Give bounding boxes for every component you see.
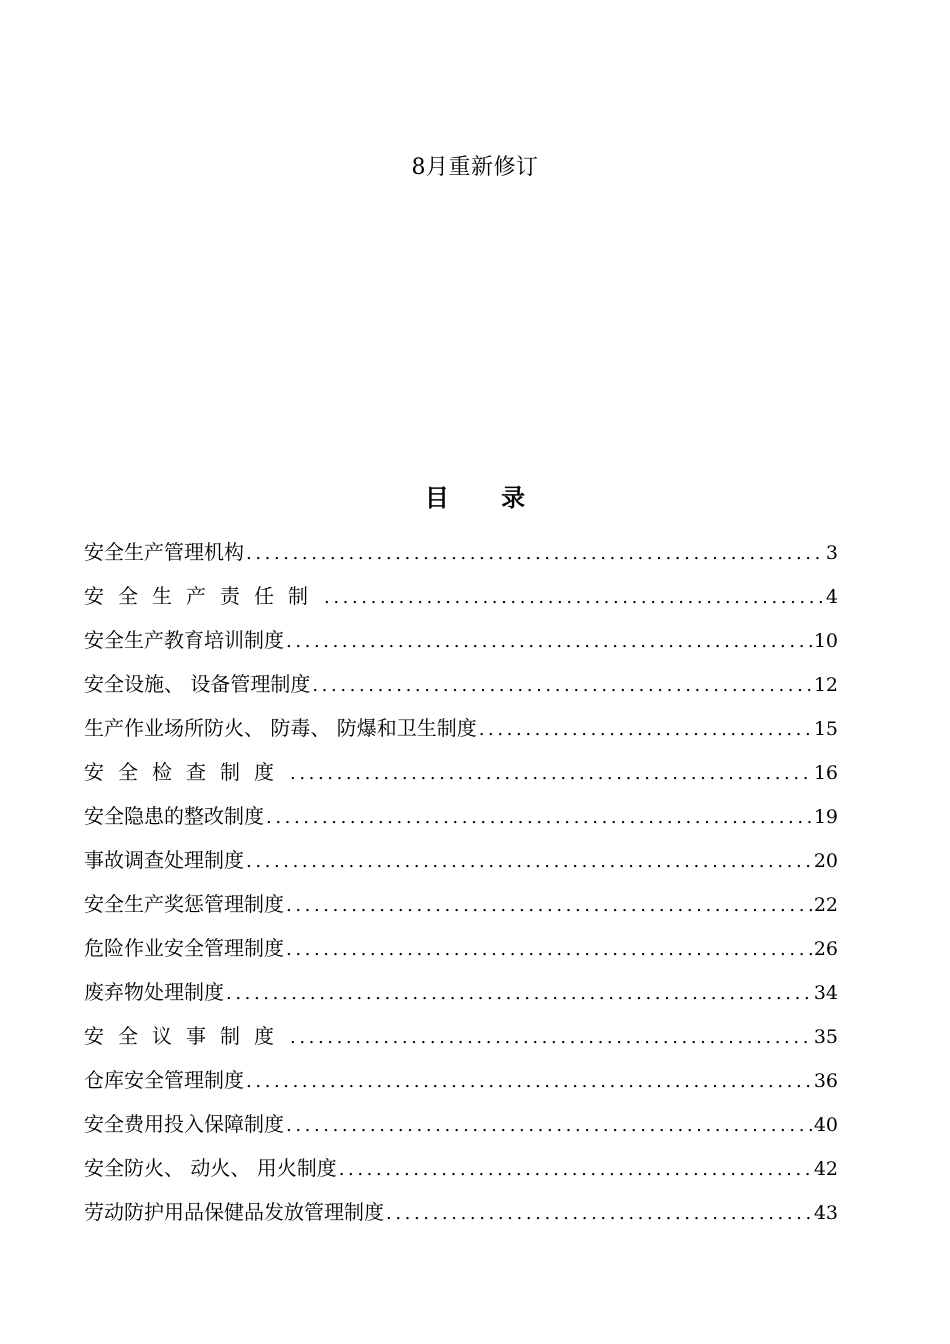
toc-entry-page: 42 <box>813 1158 838 1180</box>
toc-entry-title: 事故调查处理制度 <box>84 848 244 872</box>
toc-entry-page: 20 <box>813 850 838 872</box>
toc-leader-dots <box>339 1148 812 1192</box>
toc-entry-page: 12 <box>813 674 838 696</box>
toc-entry-title: 安全议事制度 <box>84 1024 288 1048</box>
toc-entry[interactable] <box>84 574 838 618</box>
toc-entry[interactable] <box>84 926 838 970</box>
toc-entry[interactable] <box>84 1102 838 1146</box>
toc-entry[interactable] <box>84 1014 838 1058</box>
toc-entry-page: 43 <box>813 1202 838 1224</box>
toc-entry-page: 10 <box>813 630 838 652</box>
toc-leader-dots <box>286 1104 812 1148</box>
toc-entry[interactable] <box>84 1146 838 1190</box>
toc-leader-dots <box>246 840 812 884</box>
toc-leader-dots <box>479 708 812 752</box>
toc-entry-page: 3 <box>825 542 838 564</box>
toc-entry-title: 危险作业安全管理制度 <box>84 936 284 960</box>
toc-entry-title: 安全费用投入保障制度 <box>84 1112 284 1136</box>
toc-entry-title: 废弃物处理制度 <box>84 980 224 1004</box>
toc-entry-title: 安全生产责任制 <box>84 584 322 608</box>
toc-entry-page: 34 <box>813 982 838 1004</box>
toc-entry-page: 15 <box>813 718 838 740</box>
toc-entry-title: 劳动防护用品保健品发放管理制度 <box>84 1200 384 1224</box>
toc-entry[interactable] <box>84 882 838 926</box>
toc-leader-dots <box>266 796 812 840</box>
toc-entry[interactable] <box>84 1190 838 1234</box>
toc-entry-title: 安全生产奖惩管理制度 <box>84 892 284 916</box>
toc-entry[interactable] <box>84 662 838 706</box>
toc-entry-page: 26 <box>813 938 838 960</box>
toc-leader-dots <box>290 752 812 796</box>
toc-entry[interactable] <box>84 706 838 750</box>
toc-leader-dots <box>312 664 811 708</box>
toc-entry-title: 安全生产教育培训制度 <box>84 628 284 652</box>
toc-leader-dots <box>386 1192 812 1236</box>
toc-entry-title: 安全隐患的整改制度 <box>84 804 264 828</box>
toc-entry-page: 40 <box>813 1114 838 1136</box>
toc-leader-dots <box>324 576 824 620</box>
toc-leader-dots <box>246 1060 812 1104</box>
toc-entry[interactable] <box>84 618 838 662</box>
toc-entry-page: 19 <box>813 806 838 828</box>
toc-entry[interactable] <box>84 530 838 574</box>
toc-heading: 目 录 <box>424 483 548 512</box>
toc-entry-page: 4 <box>825 586 838 608</box>
toc-leader-dots <box>226 972 812 1016</box>
toc-entry-page: 16 <box>813 762 838 784</box>
revision-note: 8月重新修订 <box>411 155 539 180</box>
toc-leader-dots <box>246 532 824 576</box>
toc-entry[interactable] <box>84 838 838 882</box>
toc-entry-title: 生产作业场所防火、 防毒、 防爆和卫生制度 <box>84 716 477 740</box>
table-of-contents <box>84 530 838 1234</box>
toc-entry-title: 仓库安全管理制度 <box>84 1068 244 1092</box>
toc-entry-title: 安全防火、 动火、 用火制度 <box>84 1156 337 1180</box>
toc-entry[interactable] <box>84 970 838 1014</box>
toc-entry-page: 36 <box>813 1070 838 1092</box>
toc-entry-title: 安全检查制度 <box>84 760 288 784</box>
toc-leader-dots <box>290 1016 812 1060</box>
toc-entry[interactable] <box>84 1058 838 1102</box>
toc-entry-title: 安全设施、 设备管理制度 <box>84 672 311 696</box>
toc-leader-dots <box>286 884 812 928</box>
toc-leader-dots <box>286 620 812 664</box>
toc-entry-page: 22 <box>813 894 838 916</box>
toc-leader-dots <box>286 928 812 972</box>
toc-entry-title: 安全生产管理机构 <box>84 540 244 564</box>
toc-entry[interactable] <box>84 794 838 838</box>
toc-entry-page: 35 <box>813 1026 838 1048</box>
toc-entry[interactable] <box>84 750 838 794</box>
